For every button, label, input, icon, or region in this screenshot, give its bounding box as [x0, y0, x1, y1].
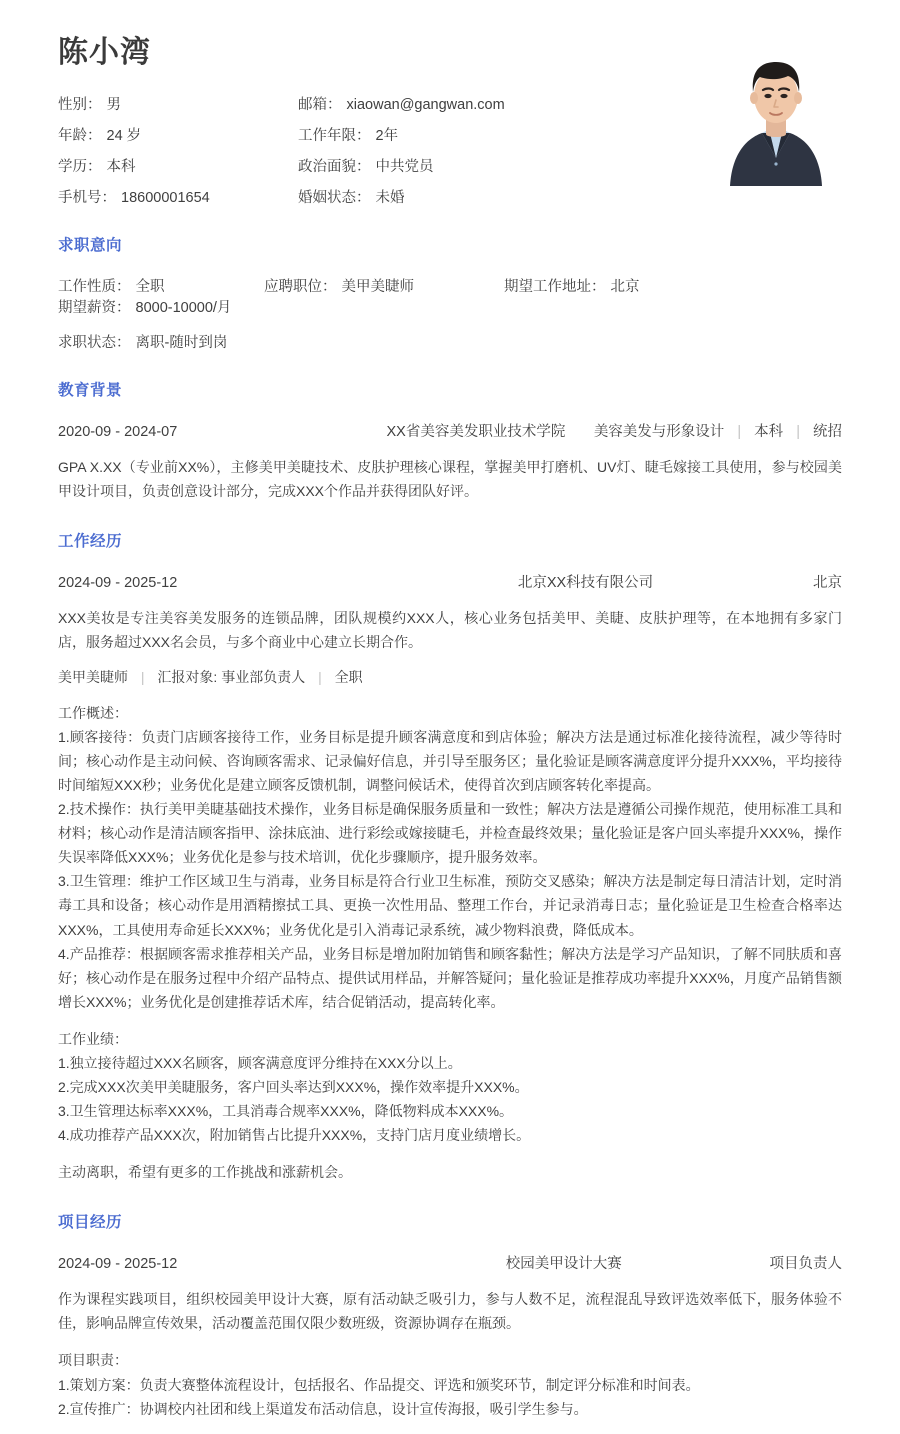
work-entry-head	[58, 571, 842, 592]
project-entry-head	[58, 1252, 842, 1273]
work-overview-item: 3.卫生管理：维护工作区域卫生与消毒，业务目标是符合行业卫生标准，预防交叉感染；解决方法是制定每日清洁计划，定时消毒工具和设备；核心动作是用酒精擦拭工具、更换一次性用品、整理工作台，并记录消毒日志；量化验证是卫生检查合格率达XXX%，工具使用寿命延长XXX%；业务优化是引入消毒记录系统，减少物料浪费，降低成本。	[58, 873, 842, 938]
basic-field-marital	[298, 186, 716, 207]
work-overview-item: 1.顾客接待：负责门店顾客接待工作，业务目标是提升顾客满意度和到店体验；解决方法是通过标准化接待流程，减少等待时间；核心动作是主动问候、咨询顾客需求、记录偏好信息，并引导至服务区；量化验证是顾客满意度评分提升XXX%，平均接待时间缩短XXX秒；业务优化是建立顾客反馈机制，调整问候话术，使得首次到店顾客转化率提高。	[58, 728, 842, 794]
project-name: 校园美甲设计大赛	[505, 1256, 622, 1273]
basic-field-phone-value: 18600001654	[121, 189, 210, 206]
intention-field-location-label: 期望工作地址：	[504, 278, 606, 295]
work-report-to: 汇报对象: 事业部负责人	[157, 668, 306, 685]
project-duty-item: 1.策划方案：负责大赛整体流程设计，包括报名、作品提交、评选和颁奖环节，制定评分标准和时间表。	[58, 1376, 700, 1393]
intention-field-position	[264, 275, 504, 296]
work-overview-label: 工作概述：	[58, 704, 128, 721]
intention-field-position-label: 应聘职位：	[264, 278, 337, 295]
basic-field-political-value: 中共党员	[375, 158, 434, 175]
basic-field-marital-label: 婚姻状态：	[298, 189, 371, 206]
work-position: 美甲美睫师	[58, 668, 128, 685]
basic-field-gender	[58, 93, 298, 114]
education-school: XX省美容美发职业技术学院	[386, 423, 566, 440]
education-major: 美容美发与形象设计	[593, 423, 725, 440]
section-education	[58, 378, 842, 503]
intention-field-position-value: 美甲美睫师	[341, 278, 414, 295]
section-project-experience	[58, 1210, 842, 1420]
resume-header	[58, 30, 842, 207]
basic-field-experience-value: 2年	[375, 127, 399, 144]
job-intention-row-2	[58, 331, 842, 352]
job-intention-row-1	[58, 275, 842, 317]
basic-field-age-value: 24 岁	[106, 127, 142, 144]
intention-field-status	[58, 331, 264, 352]
section-title-project-experience: 项目经历	[58, 1214, 123, 1232]
work-achievement-block	[58, 1027, 842, 1147]
divider-icon: |	[318, 668, 322, 685]
basic-field-age-label: 年龄：	[58, 127, 102, 144]
intention-field-location-value: 北京	[610, 278, 640, 295]
education-degree: 本科	[754, 423, 784, 440]
project-date: 2024-09 - 2025-12	[58, 1256, 178, 1273]
intention-field-work-type-label: 工作性质：	[58, 278, 131, 295]
intention-field-salary	[58, 296, 231, 317]
work-achievement-item: 3.卫生管理达标率XXX%，工具消毒合规率XXX%，降低物料成本XXX%。	[58, 1103, 514, 1120]
page-title: 陈小湾	[58, 36, 151, 69]
basic-field-political	[298, 155, 716, 176]
work-position-line	[58, 667, 842, 687]
intention-field-status-value: 离职-随时到岗	[135, 334, 228, 351]
work-company-intro: XXX美妆是专注美容美发服务的连锁品牌，团队规模约XXX人，核心业务包括美甲、美睫、皮肤护理等，在本地拥有多家门店，服务超过XXX名会员，与多个商业中心建立长期合作。	[58, 609, 842, 650]
basic-field-degree	[58, 155, 298, 176]
work-overview-item: 2.技术操作：执行美甲美睫基础技术操作，业务目标是确保服务质量和一致性；解决方法是遵循公司操作规范，使用标准工具和材料；核心动作是清洁顾客指甲、涂抹底油、进行彩绘或嫁接睫毛，并检查最终效果；量化验证是客户回头率提升XXX%，操作失误率降低XXX%；业务优化是参与技术培训，优化步骤顺序，提升服务效率。	[58, 801, 842, 866]
basic-field-degree-label: 学历：	[58, 158, 102, 175]
basic-info-grid	[58, 93, 716, 207]
intention-field-salary-label: 期望薪资：	[58, 299, 131, 316]
basic-field-degree-value: 本科	[106, 158, 136, 175]
section-job-intention	[58, 233, 842, 352]
work-achievement-item: 1.独立接待超过XXX名顾客，顾客满意度评分维持在XXX分以上。	[58, 1054, 462, 1071]
education-detail	[594, 420, 842, 441]
basic-field-experience-label: 工作年限：	[298, 127, 371, 144]
intention-field-work-type	[58, 275, 264, 296]
section-title-work-experience: 工作经历	[58, 532, 123, 550]
basic-field-email-label: 邮箱：	[298, 96, 342, 113]
work-overview-block	[58, 701, 842, 1014]
basic-field-political-label: 政治面貌：	[298, 158, 371, 175]
section-work-experience	[58, 529, 842, 1185]
education-entry	[58, 420, 842, 503]
avatar	[716, 34, 836, 186]
education-entry-head	[58, 420, 842, 441]
intention-field-salary-value: 8000-10000/月	[135, 299, 232, 316]
education-date: 2020-09 - 2024-07	[58, 423, 178, 440]
section-title-job-intention: 求职意向	[58, 236, 123, 254]
portrait-photo-icon	[716, 34, 836, 186]
basic-field-age	[58, 124, 298, 145]
work-achievement-label: 工作业绩：	[58, 1030, 128, 1047]
education-admission: 统招	[813, 423, 842, 440]
work-location: 北京	[813, 574, 842, 591]
work-achievement-item: 4.成功推荐产品XXX次，附加销售占比提升XXX%，支持门店月度业绩增长。	[58, 1127, 531, 1144]
work-leave-reason: 主动离职，希望有更多的工作挑战和涨薪机会。	[58, 1164, 352, 1181]
work-overview-item: 4.产品推荐：根据顾客需求推荐相关产品，业务目标是增加附加销售和顾客黏性；解决方法是学习产品知识，了解不同肤质和喜好；核心动作是在服务过程中介绍产品特点、提供试用样品，并解答疑问；量化验证是推荐成功率提升XXX%，月度产品销售额增长XXX%；业务优化是创建推荐话术库，结合促销活动，提高转化率。	[58, 945, 842, 1010]
basic-field-gender-label: 性别：	[58, 96, 102, 113]
project-background: 作为课程实践项目，组织校园美甲设计大赛，原有活动缺乏吸引力，参与人数不足，流程混乱导致评选效率低下，服务体验不佳，影响品牌宣传效果，活动覆盖范围仅限少数班级，资源协调存在瓶颈。	[58, 1291, 842, 1332]
project-role: 项目负责人	[769, 1256, 842, 1273]
work-company: 北京XX科技有限公司	[517, 574, 654, 591]
basic-field-marital-value: 未婚	[375, 189, 405, 206]
project-entry	[58, 1252, 842, 1420]
project-duty-block	[58, 1348, 842, 1420]
intention-field-work-type-value: 全职	[135, 278, 165, 295]
work-achievement-item: 2.完成XXX次美甲美睫服务，客户回头率达到XXX%，操作效率提升XXX%。	[58, 1078, 529, 1095]
divider-icon: |	[796, 423, 800, 440]
education-description: GPA X.XX（专业前XX%），主修美甲美睫技术、皮肤护理核心课程，掌握美甲打磨机、UV灯、睫毛嫁接工具使用，参与校园美甲设计项目，负责创意设计部分，完成XXX个作品并获得团队好评。	[58, 458, 842, 499]
basic-field-phone-label: 手机号：	[58, 189, 116, 206]
header-info	[58, 30, 716, 207]
project-duty-label: 项目职责：	[58, 1352, 128, 1369]
work-date: 2024-09 - 2025-12	[58, 574, 178, 591]
intention-field-location	[504, 275, 754, 296]
divider-icon: |	[737, 423, 742, 440]
work-entry	[58, 571, 842, 1185]
intention-field-status-label: 求职状态：	[58, 334, 131, 351]
work-job-type: 全职	[334, 668, 363, 685]
divider-icon: |	[140, 668, 145, 685]
basic-field-phone	[58, 186, 298, 207]
project-duty-item: 2.宣传推广：协调校内社团和线上渠道发布活动信息，设计宣传海报，吸引学生参与。	[58, 1400, 588, 1417]
basic-field-gender-value: 男	[106, 96, 121, 113]
basic-field-email-value: xiaowan@gangwan.com	[346, 96, 505, 113]
basic-field-email	[298, 93, 716, 114]
basic-field-experience	[298, 124, 716, 145]
section-title-education: 教育背景	[58, 381, 123, 399]
